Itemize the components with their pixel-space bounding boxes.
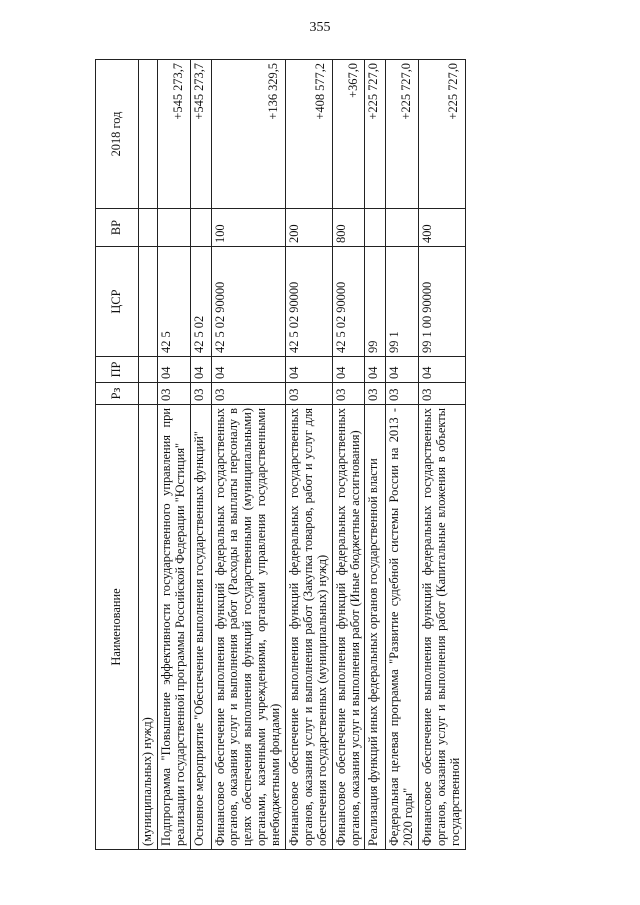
header-name: Наименование (96, 405, 139, 850)
row-vr (365, 209, 386, 247)
table-row (286, 60, 333, 850)
table-row (419, 60, 466, 850)
row-name: Финансовое обеспечение выполнения функций федеральных государственных органов, оказания услуг и выполнения работ (Закупка товаров, работ и услуг для обеспечения государственных (муниципальных) нужд) (286, 405, 333, 850)
row-csr: 42 5 02 90000 (332, 247, 365, 357)
row-rz: 03 (365, 383, 386, 405)
row-amount: +225 727,0 (365, 60, 386, 209)
row-csr: 42 5 (157, 247, 190, 357)
row-pr: 04 (286, 357, 333, 383)
row-vr: 100 (211, 209, 285, 247)
row-vr (157, 209, 190, 247)
row-pr (139, 357, 158, 383)
row-name: Федеральная целевая программа "Развитие судебной системы России на 2013 - 2020 годы" (386, 405, 419, 850)
table-row (157, 60, 190, 850)
row-csr: 42 5 02 90000 (286, 247, 333, 357)
budget-table (95, 59, 466, 850)
row-vr (386, 209, 419, 247)
row-vr (190, 209, 211, 247)
table-row (332, 60, 365, 850)
row-pr: 04 (190, 357, 211, 383)
table-row (211, 60, 285, 850)
row-vr (139, 209, 158, 247)
budget-table-container (95, 60, 600, 850)
row-rz: 03 (211, 383, 285, 405)
row-rz: 03 (419, 383, 466, 405)
row-vr: 200 (286, 209, 333, 247)
row-csr: 42 5 02 90000 (211, 247, 285, 357)
row-vr: 800 (332, 209, 365, 247)
row-name: Основное мероприятие "Обеспечение выполнения государственных функций" (190, 405, 211, 850)
row-amount: +225 727,0 (386, 60, 419, 209)
row-csr: 99 1 00 90000 (419, 247, 466, 357)
row-csr (139, 247, 158, 357)
row-csr: 99 (365, 247, 386, 357)
table-header-row (96, 60, 139, 850)
row-pr: 04 (211, 357, 285, 383)
row-amount: +545 273,7 (157, 60, 190, 209)
row-rz: 03 (332, 383, 365, 405)
row-name: Подпрограмма "Повышение эффективности государственного управления при реализации государственной программы Российской Федерации "Юстиция" (157, 405, 190, 850)
row-rz: 03 (386, 383, 419, 405)
row-rz (139, 383, 158, 405)
row-csr: 99 1 (386, 247, 419, 357)
row-pr: 04 (157, 357, 190, 383)
header-pr: ПР (96, 357, 139, 383)
table-row (386, 60, 419, 850)
page-number: 355 (309, 20, 331, 35)
header-vr: ВР (96, 209, 139, 247)
row-amount: +225 727,0 (419, 60, 466, 209)
row-name: (муниципальных) нужд) (139, 405, 158, 850)
row-amount: +136 329,5 (211, 60, 285, 209)
row-rz: 03 (190, 383, 211, 405)
row-csr: 42 5 02 (190, 247, 211, 357)
table-body (139, 60, 466, 850)
row-rz: 03 (157, 383, 190, 405)
header-csr: ЦСР (96, 247, 139, 357)
header-rz: Рз (96, 383, 139, 405)
header-year: 2018 год (96, 60, 139, 209)
row-amount: +408 577,2 (286, 60, 333, 209)
row-vr: 400 (419, 209, 466, 247)
row-name: Реализация функций иных федеральных органов государственной власти (365, 405, 386, 850)
row-pr: 04 (332, 357, 365, 383)
row-amount: +545 273,7 (190, 60, 211, 209)
row-amount: +367,0 (332, 60, 365, 209)
table-row (190, 60, 211, 850)
row-name: Финансовое обеспечение выполнения функций федеральных государственных органов, оказания услуг и выполнения работ (Иные бюджетные ассигнования) (332, 405, 365, 850)
row-pr: 04 (386, 357, 419, 383)
table-row (139, 60, 158, 850)
row-name: Финансовое обеспечение выполнения функций федеральных государственных органов, оказания услуг и выполнения работ (Капитальные вложения в объекты государственной (419, 405, 466, 850)
row-rz: 03 (286, 383, 333, 405)
row-name: Финансовое обеспечение выполнения функций федеральных государственных органов, оказания услуг и выполнения работ (Расходы на выплаты персоналу в целях обеспечения выполнения функций государственными (муниципальными) органами, казенными учреждениями, органами управления государственными внебюджетными фондами) (211, 405, 285, 850)
row-pr: 04 (419, 357, 466, 383)
table-row (365, 60, 386, 850)
row-amount (139, 60, 158, 209)
row-pr: 04 (365, 357, 386, 383)
